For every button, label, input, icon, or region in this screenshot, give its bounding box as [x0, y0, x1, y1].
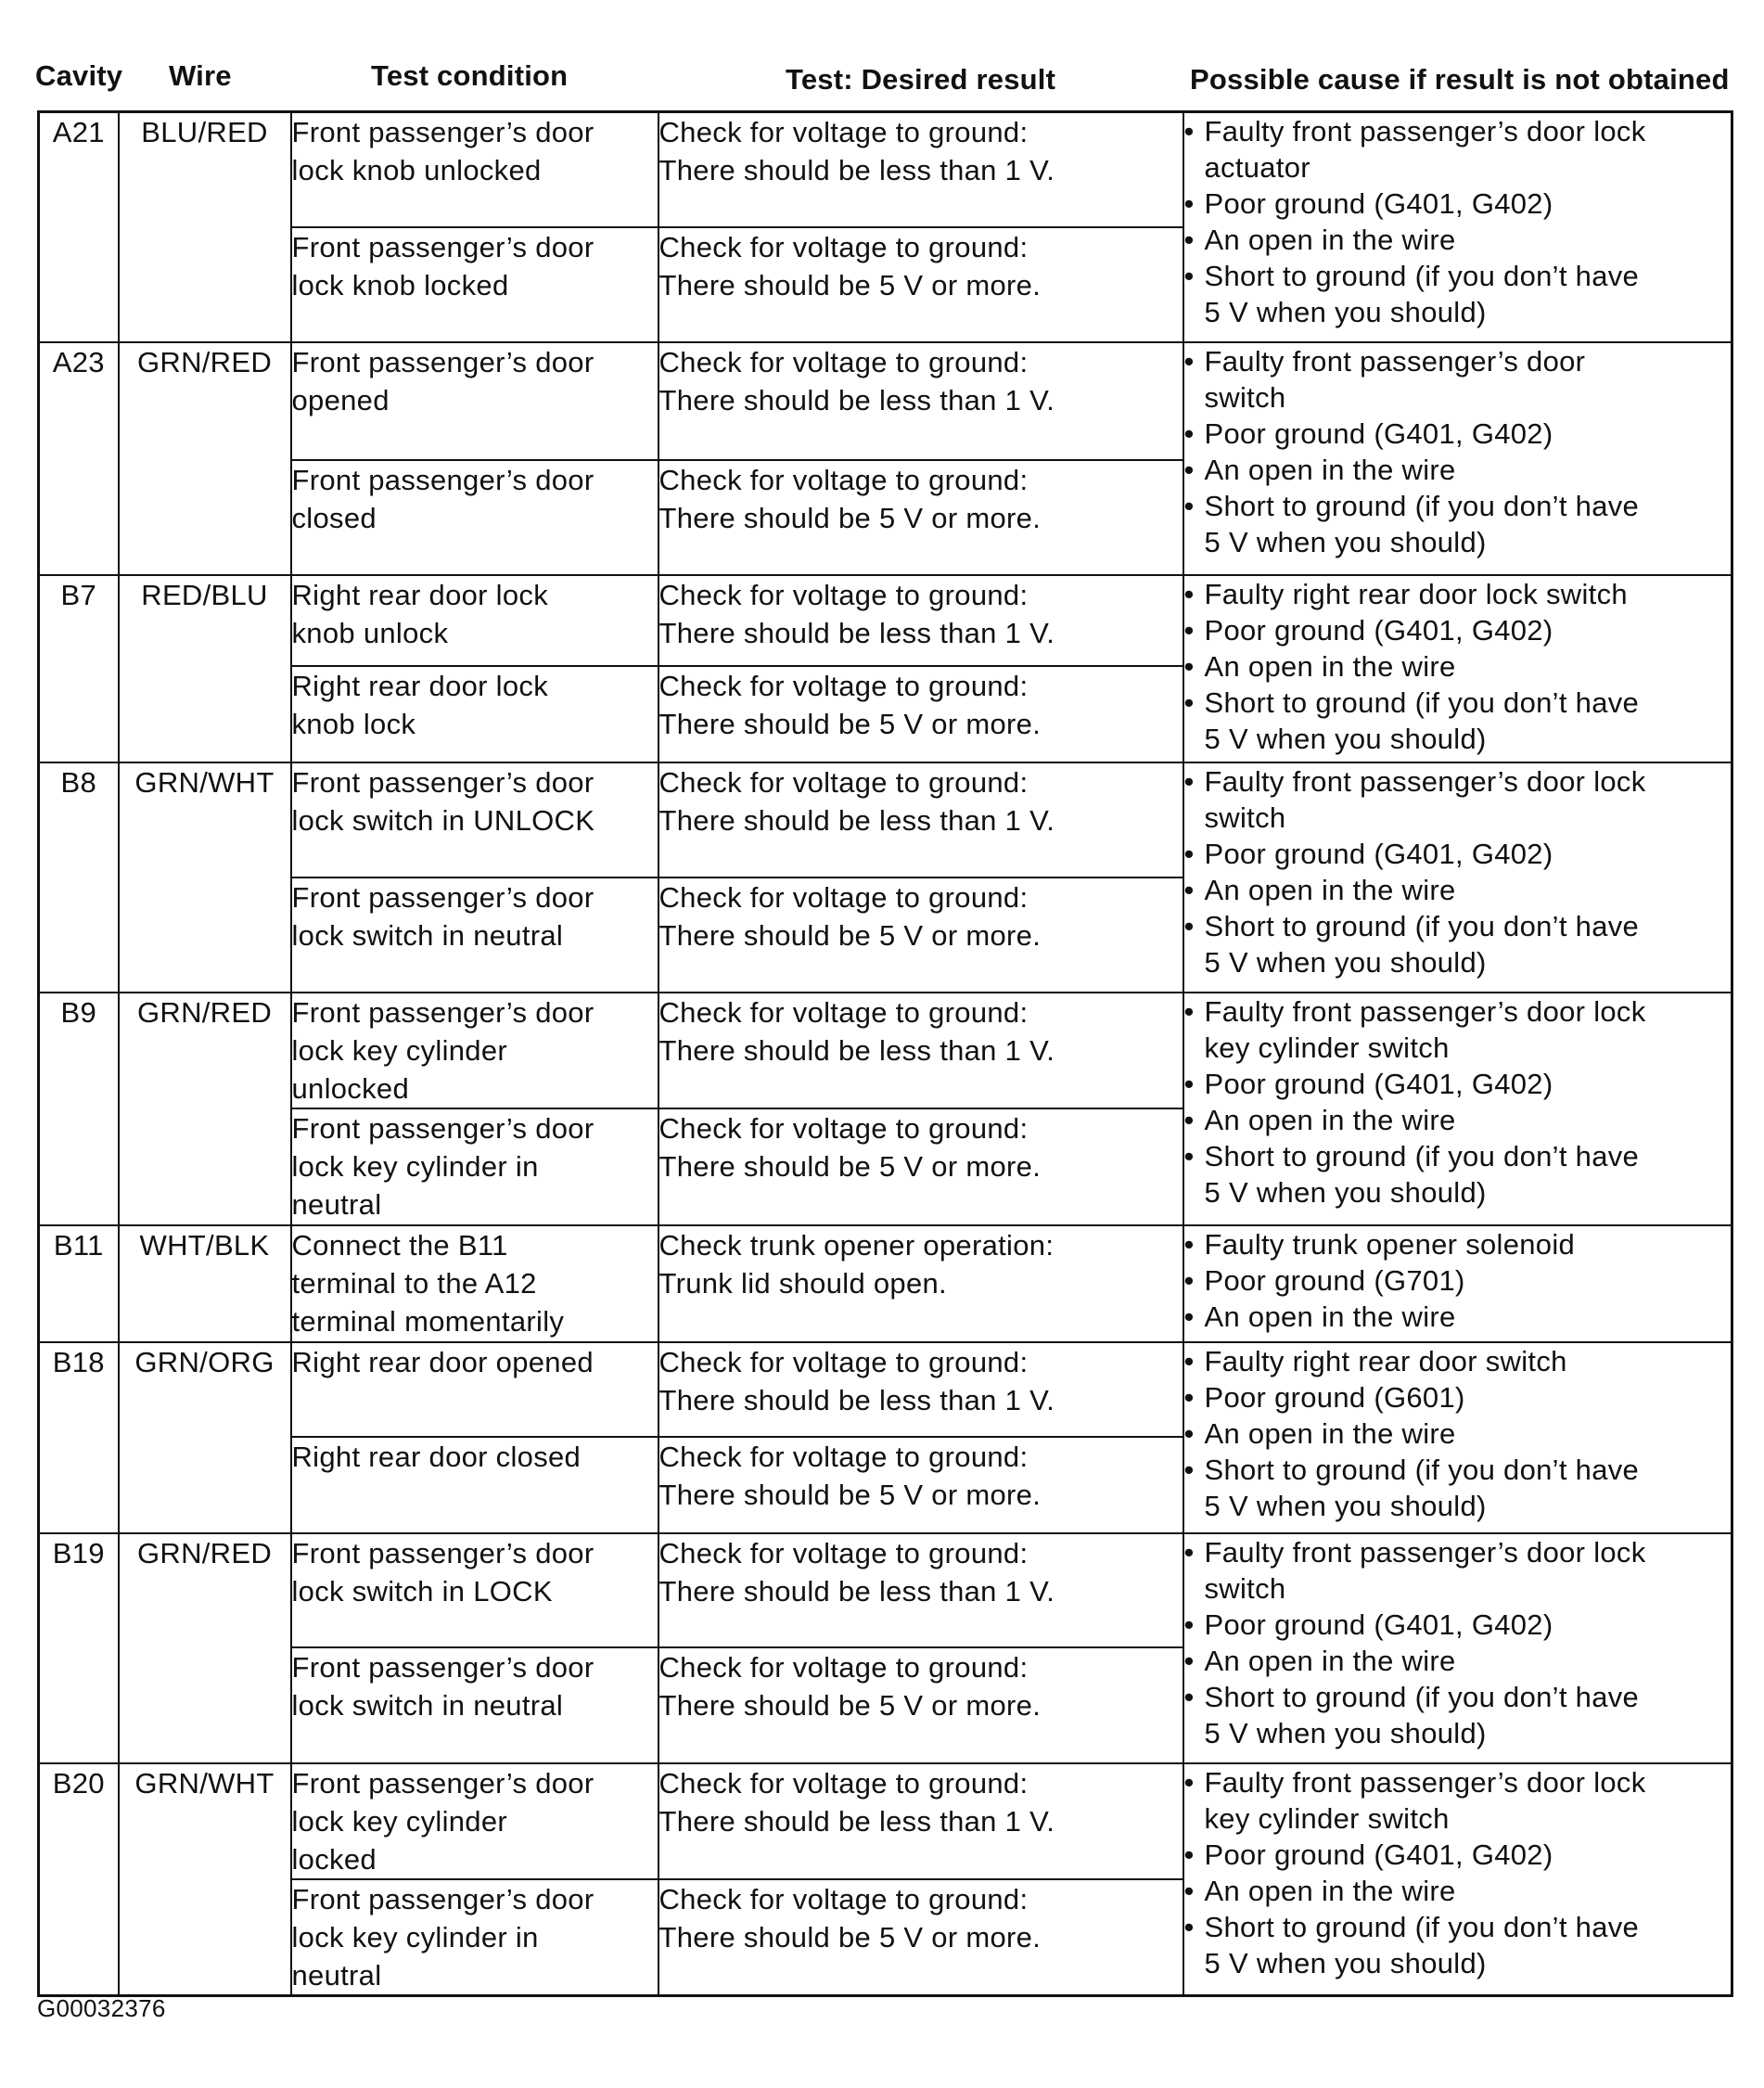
cause-text: Short to ground (if you don’t have — [1204, 1453, 1640, 1486]
possible-cause-cell — [1183, 1533, 1732, 1763]
wire-cell: GRN/RED — [119, 993, 291, 1225]
text-line: Check for voltage to ground: — [658, 1650, 1029, 1684]
cause-text: 5 V when you should) — [1204, 1716, 1487, 1749]
cavity-cell: A21 — [39, 112, 119, 342]
bullet-icon: • — [1183, 1103, 1195, 1136]
cause-text: key cylinder switch — [1204, 1801, 1450, 1835]
cause-list — [1184, 113, 1732, 330]
cause-item — [1184, 1226, 1732, 1262]
cause-item — [1184, 1299, 1732, 1335]
cause-item — [1184, 222, 1732, 258]
wire-cell: GRN/RED — [119, 1533, 291, 1763]
text-line: Front passenger’s door — [291, 230, 594, 263]
desired-result-cell — [658, 342, 1183, 460]
text-line: terminal momentarily — [291, 1304, 565, 1338]
cause-list — [1184, 1764, 1732, 1981]
bullet-icon: • — [1183, 577, 1195, 610]
text-line: unlocked — [291, 1071, 409, 1105]
test-condition-cell — [291, 1763, 658, 1879]
text-line: There should be less than 1 V. — [658, 1033, 1055, 1067]
wire-cell: RED/BLU — [119, 575, 291, 762]
test-condition-cell — [291, 1879, 658, 1996]
cause-item — [1184, 1262, 1732, 1299]
text-line: Right rear door closed — [291, 1440, 582, 1473]
text-line: Check for voltage to ground: — [658, 230, 1029, 263]
cause-text: Poor ground (G401, G402) — [1204, 1067, 1553, 1100]
cavity-cell: B18 — [39, 1342, 119, 1533]
cause-text: Short to ground (if you don’t have — [1204, 1139, 1640, 1172]
text-line: There should be less than 1 V. — [658, 1804, 1055, 1838]
desired-result-cell — [658, 1342, 1183, 1437]
possible-cause-cell — [1183, 112, 1732, 342]
desired-result-cell — [658, 993, 1183, 1108]
bullet-icon: • — [1183, 453, 1195, 486]
cause-text: Short to ground (if you don’t have — [1204, 260, 1640, 292]
bullet-icon: • — [1183, 994, 1195, 1028]
text-line: Front passenger’s door — [291, 345, 594, 378]
text-line: There should be 5 V or more. — [658, 501, 1042, 534]
desired-result-cell — [658, 877, 1183, 993]
cause-text: An open in the wire — [1204, 224, 1456, 256]
bullet-icon: • — [1183, 1910, 1195, 1943]
cause-text: An open in the wire — [1204, 1103, 1456, 1136]
cause-item — [1184, 648, 1732, 685]
text-line: There should be less than 1 V. — [658, 1574, 1055, 1608]
cause-list — [1184, 1226, 1732, 1335]
cavity-cell: B9 — [39, 993, 119, 1225]
cause-item — [1184, 685, 1732, 757]
text-line: Check for voltage to ground: — [658, 1766, 1029, 1800]
cavity-cell: B19 — [39, 1533, 119, 1763]
text-line: lock key cylinder in — [291, 1920, 539, 1953]
bullet-icon: • — [1183, 1263, 1195, 1297]
text-line: neutral — [291, 1958, 382, 1992]
test-condition-cell — [291, 575, 658, 666]
cause-text: Poor ground (G401, G402) — [1204, 416, 1553, 450]
cause-item — [1184, 1534, 1732, 1607]
wire-cell: GRN/WHT — [119, 762, 291, 993]
cause-text: 5 V when you should) — [1204, 296, 1487, 328]
text-line: There should be less than 1 V. — [658, 803, 1055, 837]
bullet-icon: • — [1183, 224, 1195, 256]
bullet-icon: • — [1183, 873, 1195, 906]
cause-item — [1184, 113, 1732, 186]
cause-item — [1184, 1379, 1732, 1415]
cause-item — [1184, 763, 1732, 836]
cause-list — [1184, 1343, 1732, 1524]
text-line: Front passenger’s door — [291, 880, 594, 914]
cause-text: An open in the wire — [1204, 873, 1456, 906]
cause-text: An open in the wire — [1204, 1300, 1456, 1333]
bullet-icon: • — [1183, 187, 1195, 220]
cause-item — [1184, 416, 1732, 452]
bullet-icon: • — [1183, 1838, 1195, 1871]
bullet-icon: • — [1183, 1453, 1195, 1486]
text-line: There should be 5 V or more. — [658, 707, 1042, 740]
test-condition-cell — [291, 460, 658, 575]
cause-text: Faulty front passenger’s door lock — [1204, 764, 1646, 798]
header-test-condition: Test condition — [371, 59, 569, 92]
cavity-cell: B7 — [39, 575, 119, 762]
cause-item — [1184, 836, 1732, 872]
cause-text: Poor ground (G401, G402) — [1204, 837, 1553, 870]
test-condition-cell — [291, 112, 658, 227]
cause-item — [1184, 1102, 1732, 1138]
test-table — [37, 110, 1733, 1997]
text-line: neutral — [291, 1187, 382, 1221]
text-line: Right rear door lock — [291, 669, 549, 702]
cause-text: Short to ground (if you don’t have — [1204, 489, 1640, 522]
cause-text: An open in the wire — [1204, 1416, 1456, 1450]
header-cavity: Cavity — [35, 59, 123, 92]
cause-item — [1184, 1343, 1732, 1379]
cause-text: 5 V when you should) — [1204, 1175, 1487, 1209]
cavity-cell: B20 — [39, 1763, 119, 1996]
cause-text: Short to ground (if you don’t have — [1204, 685, 1640, 719]
text-line: Front passenger’s door — [291, 463, 594, 496]
cause-item — [1184, 1873, 1732, 1909]
cause-text: 5 V when you should) — [1204, 525, 1487, 558]
text-line: There should be less than 1 V. — [658, 1383, 1055, 1416]
cause-item — [1184, 612, 1732, 648]
bullet-icon: • — [1183, 1765, 1195, 1799]
bullet-icon: • — [1183, 1300, 1195, 1333]
text-line: Front passenger’s door — [291, 1882, 594, 1915]
cause-list — [1184, 1534, 1732, 1751]
cause-text: Faulty right rear door lock switch — [1204, 577, 1628, 610]
text-line: lock switch in LOCK — [291, 1574, 553, 1608]
cause-text: Faulty right rear door switch — [1204, 1344, 1567, 1377]
table-row — [39, 1225, 1732, 1342]
cause-item — [1184, 186, 1732, 222]
text-line: knob unlock — [291, 616, 449, 649]
text-line: Front passenger’s door — [291, 765, 594, 799]
bullet-icon: • — [1183, 1608, 1195, 1641]
text-line: Check for voltage to ground: — [658, 1345, 1029, 1378]
cause-item — [1184, 1138, 1732, 1211]
text-line: Check for voltage to ground: — [658, 1536, 1029, 1569]
cause-text: Short to ground (if you don’t have — [1204, 909, 1640, 942]
cause-text: An open in the wire — [1204, 453, 1456, 486]
cause-text: Short to ground (if you don’t have — [1204, 1680, 1640, 1713]
text-line: Check for voltage to ground: — [658, 116, 1029, 148]
cavity-cell: A23 — [39, 342, 119, 575]
bullet-icon: • — [1183, 909, 1195, 942]
cause-item — [1184, 258, 1732, 330]
text-line: There should be less than 1 V. — [658, 383, 1055, 416]
text-line: Check for voltage to ground: — [658, 765, 1029, 799]
cause-text: An open in the wire — [1204, 1874, 1456, 1907]
bullet-icon: • — [1183, 685, 1195, 719]
cause-item — [1184, 993, 1732, 1066]
bullet-icon: • — [1183, 837, 1195, 870]
text-line: There should be 5 V or more. — [658, 268, 1042, 301]
table-row — [39, 1763, 1732, 1879]
text-line: opened — [291, 383, 390, 416]
cause-item — [1184, 1452, 1732, 1524]
bullet-icon: • — [1183, 115, 1195, 147]
test-condition-cell — [291, 877, 658, 993]
cause-text: Poor ground (G401, G402) — [1204, 1838, 1553, 1871]
cause-list — [1184, 763, 1732, 980]
desired-result-cell — [658, 575, 1183, 666]
cause-text: Faulty front passenger’s door lock — [1204, 115, 1646, 147]
text-line: Front passenger’s door — [291, 1766, 594, 1800]
cause-item — [1184, 872, 1732, 908]
text-line: Trunk lid should open. — [658, 1266, 947, 1300]
cause-text: Faulty front passenger’s door — [1204, 344, 1586, 378]
cause-item — [1184, 1066, 1732, 1102]
possible-cause-cell — [1183, 993, 1732, 1225]
cavity-cell: B8 — [39, 762, 119, 993]
desired-result-cell — [658, 112, 1183, 227]
cause-list — [1184, 576, 1732, 757]
text-line: Front passenger’s door — [291, 1111, 594, 1145]
possible-cause-cell — [1183, 342, 1732, 575]
desired-result-cell — [658, 1879, 1183, 1996]
test-condition-cell — [291, 1225, 658, 1342]
text-line: There should be 5 V or more. — [658, 1478, 1042, 1511]
text-line: Check for voltage to ground: — [658, 345, 1029, 378]
figure-id: G00032376 — [37, 1994, 166, 2022]
cause-item — [1184, 1909, 1732, 1981]
bullet-icon: • — [1183, 260, 1195, 292]
text-line: Front passenger’s door — [291, 1650, 594, 1684]
bullet-icon: • — [1183, 1227, 1195, 1261]
cavity-cell: B11 — [39, 1225, 119, 1342]
cause-item — [1184, 1764, 1732, 1837]
text-line: lock knob unlocked — [291, 154, 542, 186]
text-line: Check for voltage to ground: — [658, 1440, 1029, 1473]
desired-result-cell — [658, 460, 1183, 575]
text-line: lock knob locked — [291, 268, 509, 301]
text-line: Check for voltage to ground: — [658, 578, 1029, 611]
text-line: lock key cylinder — [291, 1804, 508, 1838]
desired-result-cell — [658, 1108, 1183, 1225]
cause-text: 5 V when you should) — [1204, 1489, 1487, 1522]
cause-text: Faulty front passenger’s door lock — [1204, 994, 1646, 1028]
cause-list — [1184, 993, 1732, 1211]
table-row — [39, 112, 1732, 227]
text-line: lock key cylinder in — [291, 1149, 539, 1183]
text-line: Front passenger’s door — [291, 116, 594, 148]
text-line: There should be 5 V or more. — [658, 1688, 1042, 1722]
cause-text: switch — [1204, 380, 1286, 414]
desired-result-cell — [658, 762, 1183, 877]
cause-text: Poor ground (G601) — [1204, 1380, 1465, 1414]
table-row — [39, 575, 1732, 666]
cause-text: Faulty front passenger’s door lock — [1204, 1535, 1646, 1569]
wire-cell: WHT/BLK — [119, 1225, 291, 1342]
desired-result-cell — [658, 1533, 1183, 1647]
cause-text: Short to ground (if you don’t have — [1204, 1910, 1640, 1943]
bullet-icon: • — [1183, 1344, 1195, 1377]
cause-item — [1184, 1679, 1732, 1751]
bullet-icon: • — [1183, 1416, 1195, 1450]
possible-cause-cell — [1183, 575, 1732, 762]
cause-text: 5 V when you should) — [1204, 1946, 1487, 1979]
test-condition-cell — [291, 993, 658, 1108]
bullet-icon: • — [1183, 1139, 1195, 1172]
cause-text: Faulty front passenger’s door lock — [1204, 1765, 1646, 1799]
bullet-icon: • — [1183, 489, 1195, 522]
header-possible-cause: Possible cause if result is not obtained — [1190, 63, 1730, 96]
text-line: closed — [291, 501, 377, 534]
cause-item — [1184, 488, 1732, 560]
test-condition-cell — [291, 1108, 658, 1225]
cause-item — [1184, 343, 1732, 416]
text-line: Check trunk opener operation: — [658, 1228, 1055, 1262]
text-line: Check for voltage to ground: — [658, 995, 1029, 1029]
text-line: Right rear door opened — [291, 1345, 594, 1378]
cause-text: actuator — [1204, 151, 1310, 184]
bullet-icon: • — [1183, 649, 1195, 683]
cause-text: key cylinder switch — [1204, 1031, 1450, 1064]
cause-text: 5 V when you should) — [1204, 945, 1487, 979]
cause-item — [1184, 908, 1732, 980]
text-line: lock switch in UNLOCK — [291, 803, 595, 837]
possible-cause-cell — [1183, 1342, 1732, 1533]
test-condition-cell — [291, 342, 658, 460]
text-line: terminal to the A12 — [291, 1266, 537, 1300]
desired-result-cell — [658, 1437, 1183, 1533]
text-line: locked — [291, 1842, 377, 1876]
header-wire: Wire — [169, 59, 232, 92]
test-condition-cell — [291, 666, 658, 762]
cause-item — [1184, 1607, 1732, 1643]
text-line: Connect the B11 — [291, 1228, 508, 1262]
test-condition-cell — [291, 1647, 658, 1763]
bullet-icon: • — [1183, 764, 1195, 798]
text-line: Check for voltage to ground: — [658, 880, 1029, 914]
possible-cause-cell — [1183, 1763, 1732, 1996]
wire-cell: GRN/ORG — [119, 1342, 291, 1533]
text-line: Front passenger’s door — [291, 1536, 594, 1569]
text-line: Check for voltage to ground: — [658, 1111, 1029, 1145]
test-condition-cell — [291, 1533, 658, 1647]
text-line: lock switch in neutral — [291, 1688, 564, 1722]
text-line: lock key cylinder — [291, 1033, 508, 1067]
cause-text: Poor ground (G401, G402) — [1204, 187, 1553, 220]
text-line: There should be less than 1 V. — [658, 154, 1055, 186]
text-line: There should be 5 V or more. — [658, 1149, 1042, 1183]
cause-text: 5 V when you should) — [1204, 722, 1487, 755]
bullet-icon: • — [1183, 1535, 1195, 1569]
header-desired-result: Test: Desired result — [786, 63, 1056, 96]
text-line: There should be less than 1 V. — [658, 616, 1055, 649]
cause-item — [1184, 1415, 1732, 1452]
table-row — [39, 762, 1732, 877]
desired-result-cell — [658, 1647, 1183, 1763]
cause-text: switch — [1204, 801, 1286, 834]
possible-cause-cell — [1183, 1225, 1732, 1342]
text-line: Check for voltage to ground: — [658, 669, 1029, 702]
desired-result-cell — [658, 227, 1183, 342]
cause-text: An open in the wire — [1204, 1644, 1456, 1677]
table-row — [39, 1533, 1732, 1647]
bullet-icon: • — [1183, 1644, 1195, 1677]
text-line: There should be 5 V or more. — [658, 1920, 1042, 1953]
cause-text: An open in the wire — [1204, 649, 1456, 683]
bullet-icon: • — [1183, 613, 1195, 647]
cause-item — [1184, 1837, 1732, 1873]
bullet-icon: • — [1183, 416, 1195, 450]
table-row — [39, 1342, 1732, 1437]
text-line: Right rear door lock — [291, 578, 549, 611]
cause-text: Faulty trunk opener solenoid — [1204, 1227, 1576, 1261]
desired-result-cell — [658, 666, 1183, 762]
text-line: Check for voltage to ground: — [658, 463, 1029, 496]
test-condition-cell — [291, 227, 658, 342]
cause-item — [1184, 576, 1732, 612]
test-condition-cell — [291, 1437, 658, 1533]
cause-text: Poor ground (G701) — [1204, 1263, 1465, 1297]
text-line: knob lock — [291, 707, 416, 740]
wire-cell: BLU/RED — [119, 112, 291, 342]
text-line: Check for voltage to ground: — [658, 1882, 1029, 1915]
wire-cell: GRN/RED — [119, 342, 291, 575]
table-row — [39, 993, 1732, 1108]
desired-result-cell — [658, 1225, 1183, 1342]
cause-list — [1184, 343, 1732, 560]
cause-text: Poor ground (G401, G402) — [1204, 1608, 1553, 1641]
possible-cause-cell — [1183, 762, 1732, 993]
wire-cell: GRN/WHT — [119, 1763, 291, 1996]
bullet-icon: • — [1183, 1874, 1195, 1907]
test-condition-cell — [291, 762, 658, 877]
bullet-icon: • — [1183, 1380, 1195, 1414]
text-line: lock switch in neutral — [291, 918, 564, 952]
bullet-icon: • — [1183, 1680, 1195, 1713]
text-line: Front passenger’s door — [291, 995, 594, 1029]
bullet-icon: • — [1183, 344, 1195, 378]
text-line: There should be 5 V or more. — [658, 918, 1042, 952]
bullet-icon: • — [1183, 1067, 1195, 1100]
desired-result-cell — [658, 1763, 1183, 1879]
cause-item — [1184, 1643, 1732, 1679]
cause-item — [1184, 452, 1732, 488]
table-row — [39, 342, 1732, 460]
test-condition-cell — [291, 1342, 658, 1437]
cause-text: Poor ground (G401, G402) — [1204, 613, 1553, 647]
cause-text: switch — [1204, 1571, 1286, 1605]
